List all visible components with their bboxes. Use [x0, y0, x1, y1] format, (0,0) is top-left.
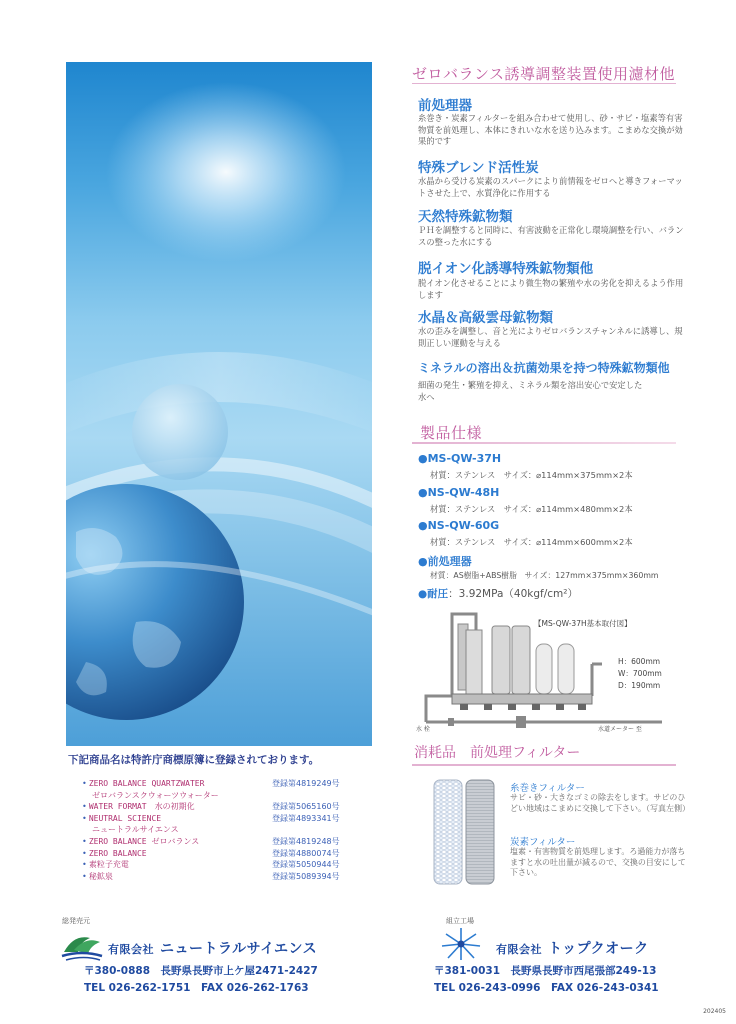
trademark-row [82, 790, 362, 802]
bullet-icon: • [82, 836, 87, 846]
trademark-registration-number: 登録第4893341号 [272, 813, 340, 823]
trademark-name [82, 813, 161, 825]
seller-role: 総発売元 [62, 917, 90, 925]
consumables-title-rule [412, 764, 676, 766]
material-desc-2: 水晶から受ける炭素のスパークにより前情報をゼロへと導きフォーマットさせた上で、水質浄化に作用する [418, 176, 683, 198]
trademark-row [82, 836, 362, 848]
trademark-list [82, 778, 362, 882]
material-name-2: 特殊ブレンド活性炭 [418, 160, 539, 176]
bullet-icon: • [82, 860, 87, 870]
material-name-1: 前処理器 [418, 98, 472, 114]
trademark-name-text: ZERO BALANCE QUARTZWATER [88, 779, 205, 788]
seller-logo-mark [60, 928, 104, 962]
trademark-row [82, 813, 362, 825]
product-spec-3: 材質：ステンレス サイズ：⌀114mm×600mm×2本 [430, 537, 633, 547]
trademark-row [82, 859, 362, 871]
trademark-registration-number: 登録第4819249号 [272, 779, 340, 788]
factory-logo-mark [440, 926, 482, 962]
seller-company-name [108, 938, 317, 958]
factory-role: 組立工場 [446, 917, 474, 925]
product-model-3: ●NS-QW-60G [418, 519, 500, 532]
trademark-registration-number: 登録第4880074号 [272, 848, 340, 858]
factory-tel-fax: TEL 026-243-0996 FAX 026-243-0341 [434, 982, 659, 994]
material-name-5: 水晶＆高級雲母鉱物類 [418, 310, 553, 326]
diagram-label-faucet: 水 栓 [416, 726, 430, 733]
diagram-label-meter: 水道メーター 至 [598, 726, 642, 733]
filter-name-2: 炭素フィルター [510, 837, 576, 848]
seller-logo [60, 928, 104, 962]
material-desc-6: 細菌の発生・繁殖を抑え、ミネラル類を溶出安心で安定した水へ [418, 380, 643, 402]
materials-section-title: ゼロバランス誘導調整装置使用濾材他 [412, 65, 676, 83]
filter-cartridges-drawing [432, 776, 496, 888]
factory-company-name [496, 938, 649, 958]
bullet-icon: • [82, 813, 87, 823]
material-name-6: ミネラルの溶出＆抗菌効果を持つ特殊鉱物類他 [418, 361, 670, 375]
material-desc-5: 水の歪みを調整し、音と光によりゼロバランスチャンネルに誘導し、規則正しい運動を与える [418, 326, 683, 348]
material-name-4: 脱イオン化誘導特殊鉱物類他 [418, 261, 594, 277]
factory-address: 〒381-0031 長野県長野市西尾張部249-13 [434, 965, 657, 977]
diagram-caption: 【MS-QW-37H基本取付図】 [534, 619, 632, 628]
trademark-name-text: ZERO BALANCE ゼロバランス [88, 836, 200, 846]
product-model-2: ●NS-QW-48H [418, 486, 500, 499]
material-name-3: 天然特殊鉱物類 [418, 209, 513, 225]
trademark-row [82, 778, 362, 790]
diagram-dim-d: D：190mm [618, 681, 661, 690]
trademark-name [82, 836, 199, 848]
trademark-row [82, 871, 362, 883]
trademark-name [82, 848, 147, 860]
trademarks-title: 下記商品名は特許庁商標原簿に登録されております。 [68, 754, 320, 766]
trademark-row [82, 848, 362, 860]
trademark-name-text: ZERO BALANCE [88, 848, 147, 858]
trademark-row [82, 824, 362, 836]
seller-address: 〒380-0888 長野県長野市上ケ屋2471-2427 [84, 965, 318, 977]
trademark-row [82, 801, 362, 813]
trademark-registration-number: 登録第5089394号 [272, 871, 340, 881]
trademark-name-text: 素粒子充電 [88, 860, 129, 870]
trademark-name [92, 824, 179, 836]
product-spec-1: 材質：ステンレス サイズ：⌀114mm×375mm×2本 [430, 470, 633, 480]
product-spec-2: 材質：ステンレス サイズ：⌀114mm×480mm×2本 [430, 504, 633, 514]
trademark-name-text: 秘鉱泉 [88, 871, 113, 881]
document-code: 202405 [703, 1008, 726, 1015]
trademark-registration-number: 登録第4819248号 [272, 836, 340, 846]
bullet-icon: • [82, 779, 87, 788]
seller-tel-fax: TEL 026-262-1751 FAX 026-262-1763 [84, 982, 309, 994]
spec-section-title: 製品仕様 [420, 424, 483, 442]
trademark-name [92, 790, 219, 802]
product-model-1: ●MS-QW-37H [418, 452, 502, 465]
seller-company: ニュートラルサイエンス [160, 941, 318, 957]
seller-company-type: 有限会社 [108, 943, 154, 956]
factory-company-type: 有限会社 [496, 943, 542, 956]
filter-cartridges-photo [432, 776, 496, 888]
earth-water-illustration [66, 62, 372, 746]
installation-diagram [412, 604, 692, 740]
trademark-name [82, 871, 113, 883]
trademark-name-text: WATER FORMAT 水の初期化 [88, 802, 195, 812]
pressure-label: ●耐圧 [418, 588, 449, 600]
trademark-name [82, 859, 129, 871]
filter-desc-2: 塩素・有害物質を前処理します。ろ過能力が落ちますと水の吐出量が減るので、交換の目安にして下さい。 [510, 847, 686, 877]
pressure-value: ：3.92MPa（40kgf/cm²） [448, 588, 578, 600]
trademark-name [82, 778, 204, 790]
trademark-name-text: ニュートラルサイエンス [92, 825, 179, 835]
material-desc-4: 脱イオン化させることにより微生物の繁殖や水の劣化を抑えるよう作用します [418, 278, 684, 300]
trademark-name-text: NEUTRAL SCIENCE [88, 813, 162, 823]
hero-earth-image [66, 62, 372, 746]
diagram-dim-h: H：600mm [618, 657, 661, 666]
factory-logo [440, 926, 482, 962]
trademark-name-text: ゼロバランスクウォーツウォーター [92, 790, 219, 800]
product-model-4: ●前処理器 [418, 555, 472, 568]
material-desc-3: ＰＨを調整すると同時に、有害波動を正常化し環境調整を行い、バランスの整った水にする [418, 225, 684, 247]
pressure-rating [418, 586, 578, 601]
factory-company: トップクオーク [548, 941, 649, 957]
bullet-icon: • [82, 871, 87, 881]
filter-name-1: 糸巻きフィルター [510, 783, 585, 794]
bullet-icon: • [82, 802, 87, 812]
consumables-title: 消耗品 前処理フィルター [414, 745, 581, 761]
materials-title-rule [412, 83, 676, 84]
spec-title-rule [412, 442, 676, 444]
filter-desc-1: サビ・砂・大きなゴミの除去をします。サビのひどい地域はこまめに交換して下さい。（写真左側） [510, 793, 690, 813]
trademark-registration-number: 登録第5065160号 [272, 802, 340, 812]
product-spec-4: 材質：AS樹脂+ABS樹脂 サイズ：127mm×375mm×360mm [430, 571, 659, 580]
diagram-dim-w: W：700mm [618, 669, 662, 678]
bullet-icon: • [82, 848, 87, 858]
trademark-registration-number: 登録第5050944号 [272, 860, 340, 870]
material-desc-1: 糸巻き・炭素フィルターを組み合わせて使用し、砂・サビ・塩素等有害物質を前処理し、本体にきれいな水を送り込みます。こまめな交換が効果的です [418, 113, 683, 146]
trademark-name [82, 801, 195, 813]
